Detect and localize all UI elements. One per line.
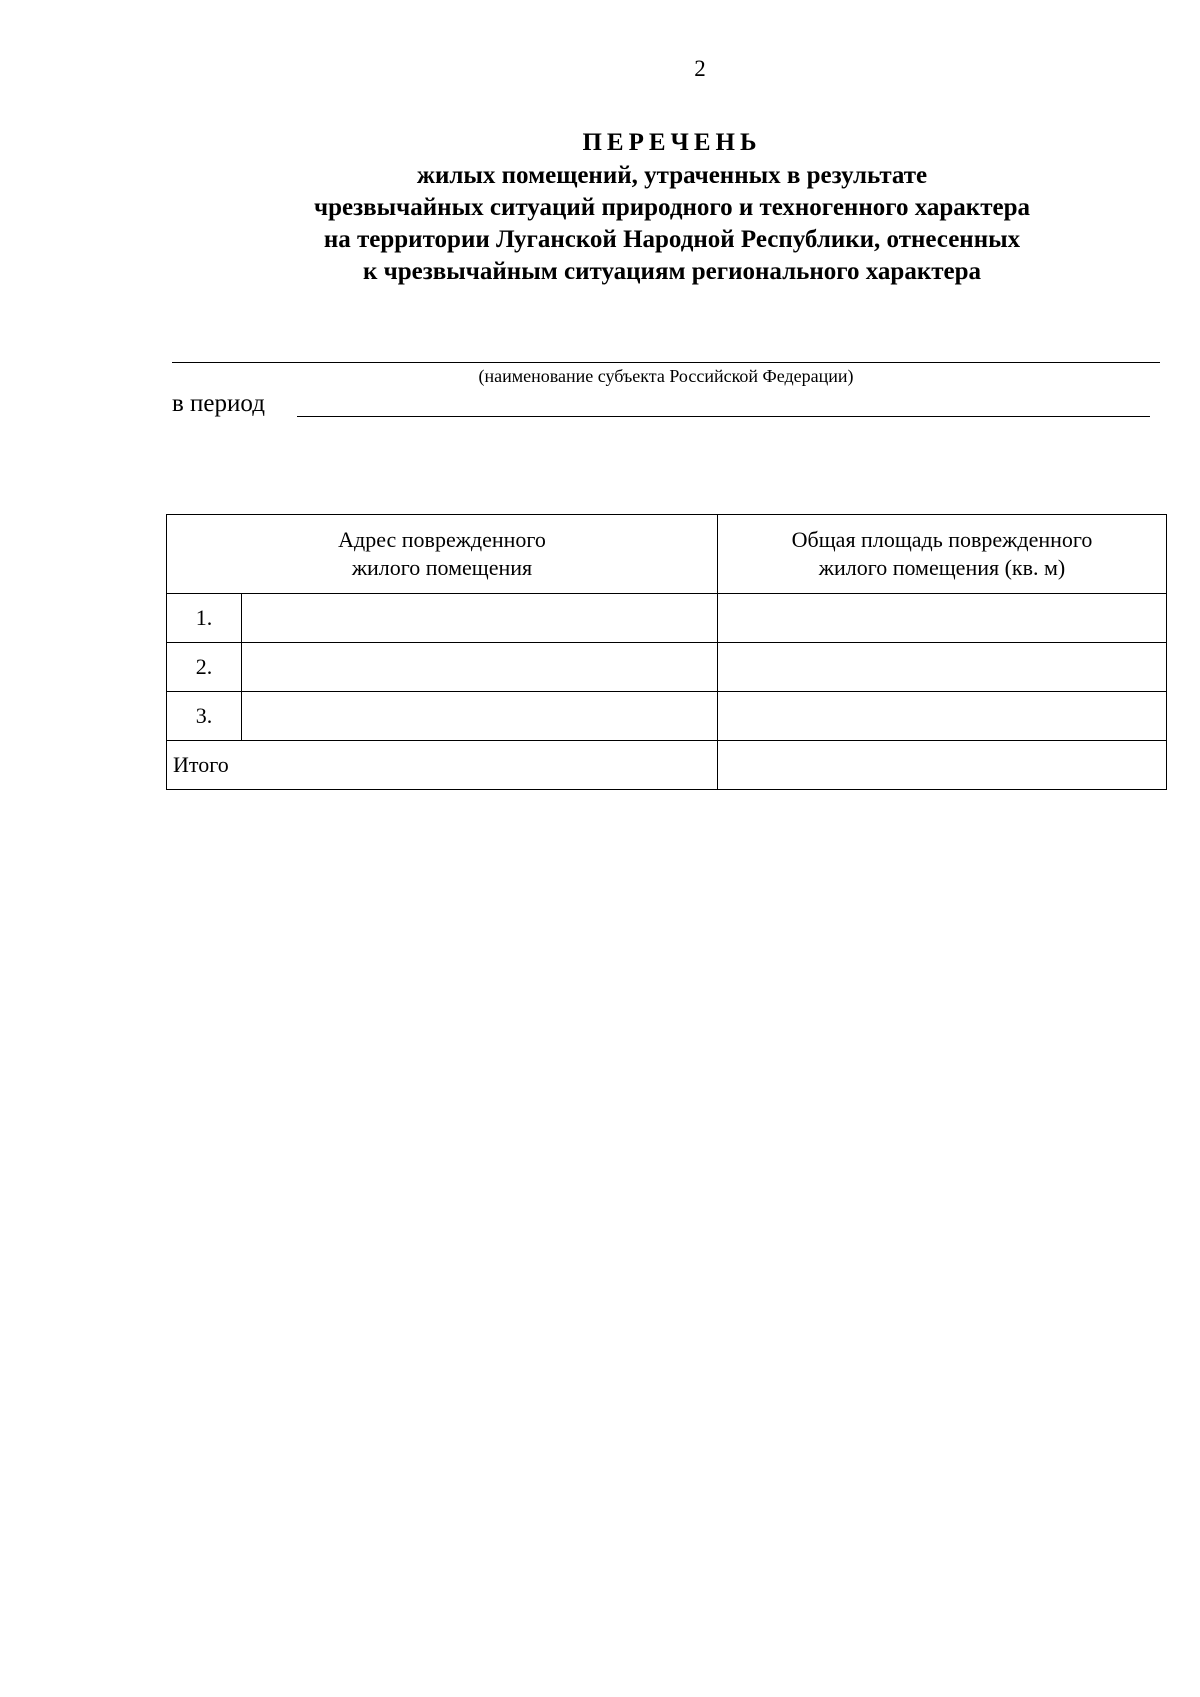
period-field-line[interactable]: [297, 416, 1150, 417]
title-line-1: жилых помещений, утраченных в результате: [416, 162, 928, 189]
document-title: [160, 126, 1184, 288]
row-address-cell[interactable]: [242, 594, 718, 643]
row-address-cell[interactable]: [242, 692, 718, 741]
row-number: 2.: [167, 643, 242, 692]
total-area-cell[interactable]: [718, 741, 1167, 790]
subject-name-field-line[interactable]: [172, 362, 1160, 363]
header-address-line-2: жилого помещения: [351, 555, 533, 580]
table-header-row: [167, 515, 1167, 594]
row-area-cell[interactable]: [718, 692, 1167, 741]
header-area-line-1: Общая площадь поврежденного: [791, 527, 1093, 552]
subject-caption: (наименование субъекта Российской Федерации): [478, 366, 854, 386]
table-row: [167, 692, 1167, 741]
row-address-cell[interactable]: [242, 643, 718, 692]
table-row: [167, 594, 1167, 643]
table-total-row: [167, 741, 1167, 790]
title-line-3: на территории Луганской Народной Республики, отнесенных: [323, 226, 1021, 253]
title-line-4: к чрезвычайным ситуациям регионального характера: [362, 258, 982, 285]
damaged-housing-table: [166, 514, 1167, 790]
row-number: 3.: [167, 692, 242, 741]
period-label: в период: [172, 390, 265, 417]
total-label: Итого: [167, 741, 718, 790]
title-main: ПЕРЕЧЕНЬ: [582, 129, 762, 156]
row-area-cell[interactable]: [718, 643, 1167, 692]
row-area-cell[interactable]: [718, 594, 1167, 643]
page-number: 2: [694, 56, 706, 81]
header-address: [167, 515, 718, 594]
row-number: 1.: [167, 594, 242, 643]
header-area: [718, 515, 1167, 594]
table-row: [167, 643, 1167, 692]
header-area-line-2: жилого помещения (кв. м): [818, 555, 1066, 580]
title-line-2: чрезвычайных ситуаций природного и техногенного характера: [314, 194, 1030, 221]
header-address-line-1: Адрес поврежденного: [338, 527, 546, 552]
